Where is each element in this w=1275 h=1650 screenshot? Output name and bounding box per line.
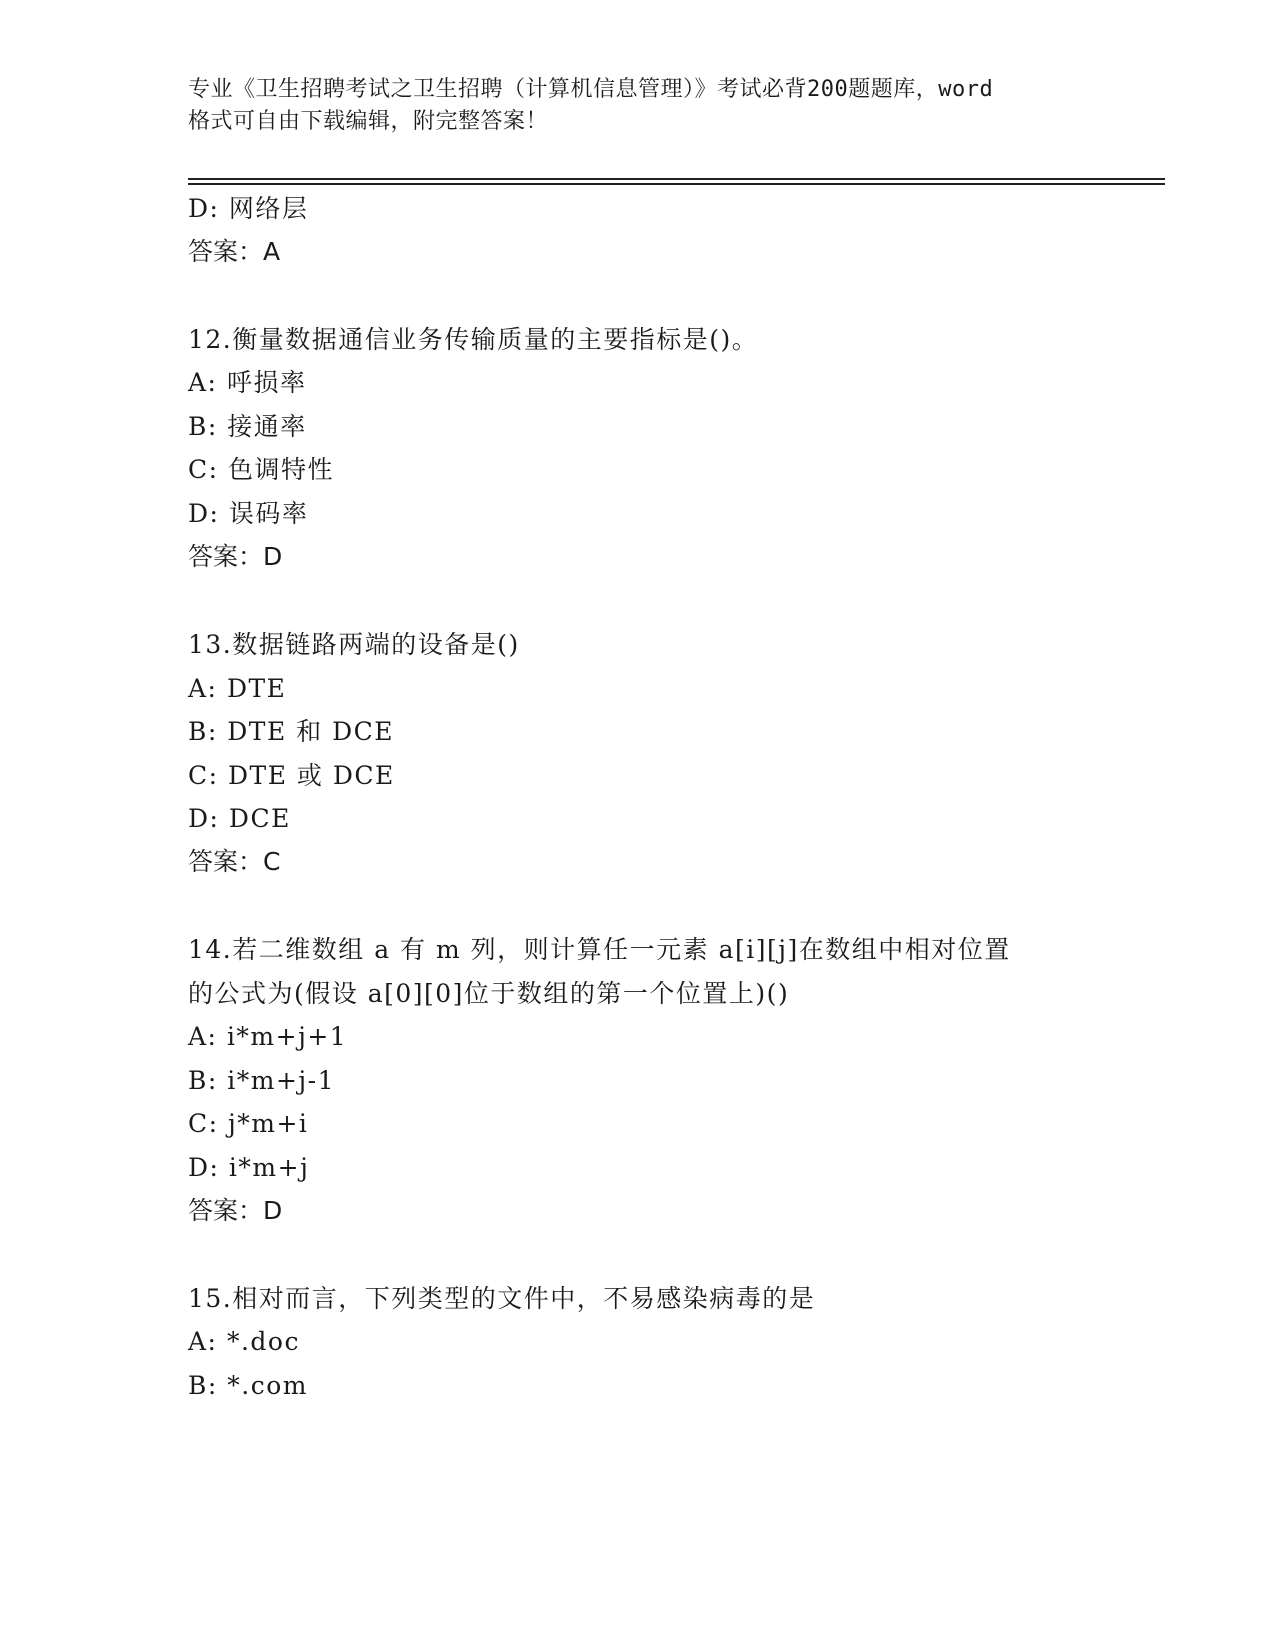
- option-text: 误码率: [228, 499, 309, 528]
- option-d: [188, 498, 308, 530]
- option-text: j*m+i: [228, 1109, 309, 1138]
- option-a: [188, 1326, 300, 1358]
- option-label: C:: [188, 455, 219, 484]
- option-d: [188, 193, 308, 225]
- answer-line: 答案：D: [188, 1196, 283, 1225]
- option-text: *.doc: [226, 1327, 300, 1356]
- option-label: A:: [188, 1022, 218, 1051]
- option-b: [188, 1370, 308, 1402]
- option-label: D:: [188, 1153, 220, 1182]
- option-text: 接通率: [227, 412, 307, 441]
- option-label: B:: [188, 717, 218, 746]
- option-text: 网络层: [228, 194, 309, 223]
- question-stem: 12.衡量数据通信业务传输质量的主要指标是()。: [188, 325, 759, 354]
- option-text: DTE 或 DCE: [228, 761, 395, 790]
- header-line-2: 格式可自由下载编辑，附完整答案！: [188, 109, 549, 134]
- option-label: C:: [188, 1109, 219, 1138]
- option-text: *.com: [227, 1371, 308, 1400]
- option-label: C:: [188, 761, 219, 790]
- option-d: [188, 803, 291, 835]
- option-text: i*m+j-1: [227, 1066, 336, 1095]
- option-label: A:: [188, 368, 218, 397]
- header-divider-bottom: [188, 183, 1165, 185]
- option-b: [188, 716, 394, 748]
- option-b: [188, 1065, 335, 1097]
- header-divider-top: [188, 178, 1165, 180]
- option-label: B:: [188, 1371, 218, 1400]
- option-label: B:: [188, 1066, 218, 1095]
- option-d: [188, 1152, 309, 1184]
- option-a: [188, 673, 286, 705]
- option-label: B:: [188, 412, 218, 441]
- option-c: [188, 1108, 308, 1140]
- option-label: A:: [188, 1327, 218, 1356]
- option-label: A:: [188, 674, 218, 703]
- document-header: [188, 74, 1088, 138]
- option-text: DCE: [228, 804, 291, 833]
- question-stem-line-1: 14.若二维数组 a 有 m 列，则计算任一元素 a[i][j]在数组中相对位置: [188, 935, 1011, 964]
- option-text: 色调特性: [228, 455, 335, 484]
- option-c: [188, 760, 395, 792]
- option-text: DTE 和 DCE: [227, 717, 395, 746]
- option-text: i*m+j: [228, 1153, 310, 1182]
- question-stem-line-2: 的公式为(假设 a[0][0]位于数组的第一个位置上)(): [188, 979, 790, 1008]
- option-text: DTE: [226, 674, 287, 703]
- option-label: D:: [188, 194, 220, 223]
- option-b: [188, 411, 307, 443]
- option-text: i*m+j+1: [226, 1022, 348, 1051]
- question-stem: 13.数据链路两端的设备是(): [188, 630, 520, 659]
- header-line-1: 专业《卫生招聘考试之卫生招聘（计算机信息管理）》考试必背200题题库，word: [188, 77, 994, 102]
- option-a: [188, 367, 306, 399]
- answer-line: 答案：D: [188, 542, 283, 571]
- option-text: 呼损率: [226, 368, 307, 397]
- option-a: [188, 1021, 347, 1053]
- question-stem: 15.相对而言，下列类型的文件中，不易感染病毒的是: [188, 1284, 816, 1313]
- option-c: [188, 454, 334, 486]
- answer-line: 答案：A: [188, 237, 281, 266]
- option-label: D:: [188, 499, 220, 528]
- option-label: D:: [188, 804, 220, 833]
- answer-line: 答案：C: [188, 847, 281, 876]
